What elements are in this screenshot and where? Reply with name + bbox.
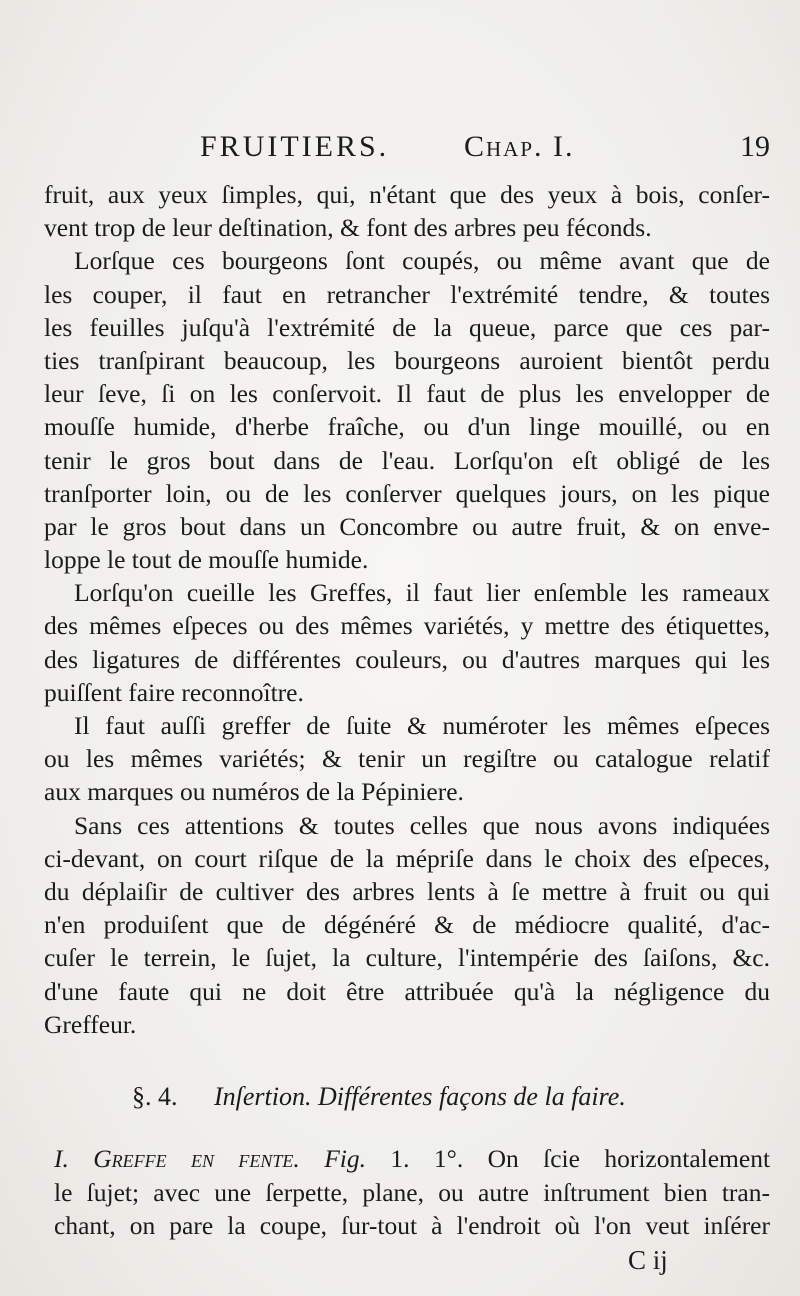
body-text [44, 178, 770, 1041]
text-line: fruit, aux yeux ſimples, qui, n'étant que des yeux à bois, conſer- [44, 180, 770, 209]
text-line [54, 1142, 770, 1176]
text-line: ci-devant, on court riſque de la mépriſe dans le choix des eſpeces, [44, 843, 770, 873]
running-title: FRUITIERS. [200, 130, 390, 163]
text-line: du déplaiſir de cultiver des arbres lents à ſe mettre à fruit ou qui [44, 876, 770, 906]
text-line: Greffeur. [44, 1009, 137, 1039]
running-header [44, 128, 770, 168]
grafting-paragraph [54, 1142, 770, 1243]
chapter-label: Chap. I. [464, 130, 575, 163]
text-line: leur ſeve, ſi on les conſervoit. Il faut de plus les envelopper de [44, 379, 770, 409]
line-text: On ſcie horizontalement [487, 1144, 771, 1173]
figure-reference: 1. 1°. [390, 1144, 464, 1173]
text-line: cuſer le terrein, le ſujet, la culture, l'intempérie des ſaiſons, &c. [44, 943, 770, 973]
text-line: Lorſqu'on cueille les Greffes, il faut lier enſemble les rameaux [74, 578, 770, 608]
text-line: ou les mêmes variétés; & tenir un regiſtre ou catalogue relatif [44, 744, 770, 774]
text-line: Sans ces attentions & toutes celles que nous avons indiquées [74, 810, 770, 840]
text-line: d'une faute qui ne doit être attribuée qu'à la négligence du [44, 976, 770, 1006]
section-number: §. 4. [132, 1082, 178, 1111]
method-label: I. Greffe en fente. [54, 1144, 300, 1173]
text-line: aux marques ou numéros de la Pépiniere. [44, 777, 464, 807]
text-line: des mêmes eſpeces ou des mêmes variétés, y mettre des étiquettes, [44, 611, 770, 641]
page-number: 19 [740, 130, 770, 163]
text-line: des ligatures de différentes couleurs, ou d'autres marques qui les [44, 644, 770, 674]
signature-mark: C ij [628, 1245, 668, 1275]
text-line: chant, on pare la coupe, ſur-tout à l'endroit où l'on veut inſérer [54, 1211, 770, 1240]
text-line: Il faut auſſi greffer de ſuite & numéroter les mêmes eſpeces [74, 711, 770, 740]
text-line: vent trop de leur deſtination, & font des arbres peu féconds. [44, 213, 652, 243]
text-line: Lorſque ces bourgeons ſont coupés, ou même avant que de [74, 246, 770, 276]
text-line: le ſujet; avec une ſerpette, plane, ou autre inſtrument bien tran- [54, 1177, 770, 1207]
text-line: loppe le tout de mouſſe humide. [44, 545, 369, 575]
section-title: Inſertion. Différentes façons de la faire. [214, 1082, 626, 1111]
text-line: tenir le gros bout dans de l'eau. Lorſqu'on eſt obligé de les [44, 445, 770, 475]
text-line: par le gros bout dans un Concombre ou autre fruit, & on enve- [44, 511, 770, 541]
text-line: tranſporter loin, ou de les conſerver quelques jours, on les pique [44, 478, 770, 508]
text-line: n'en produiſent que de dégénéré & de médiocre qualité, d'ac- [44, 910, 770, 940]
figure-label: Fig. [324, 1144, 366, 1173]
text-line: les feuilles juſqu'à l'extrémité de la queue, parce que ces par- [44, 312, 770, 342]
text-line: les couper, il faut en retrancher l'extrémité tendre, & toutes [44, 279, 770, 309]
text-line: ties tranſpirant beaucoup, les bourgeons auroient bientôt perdu [44, 345, 770, 375]
text-line: puiſſent faire reconnoître. [44, 677, 304, 707]
text-line: mouſſe humide, d'herbe fraîche, ou d'un linge mouillé, ou en [44, 412, 770, 442]
